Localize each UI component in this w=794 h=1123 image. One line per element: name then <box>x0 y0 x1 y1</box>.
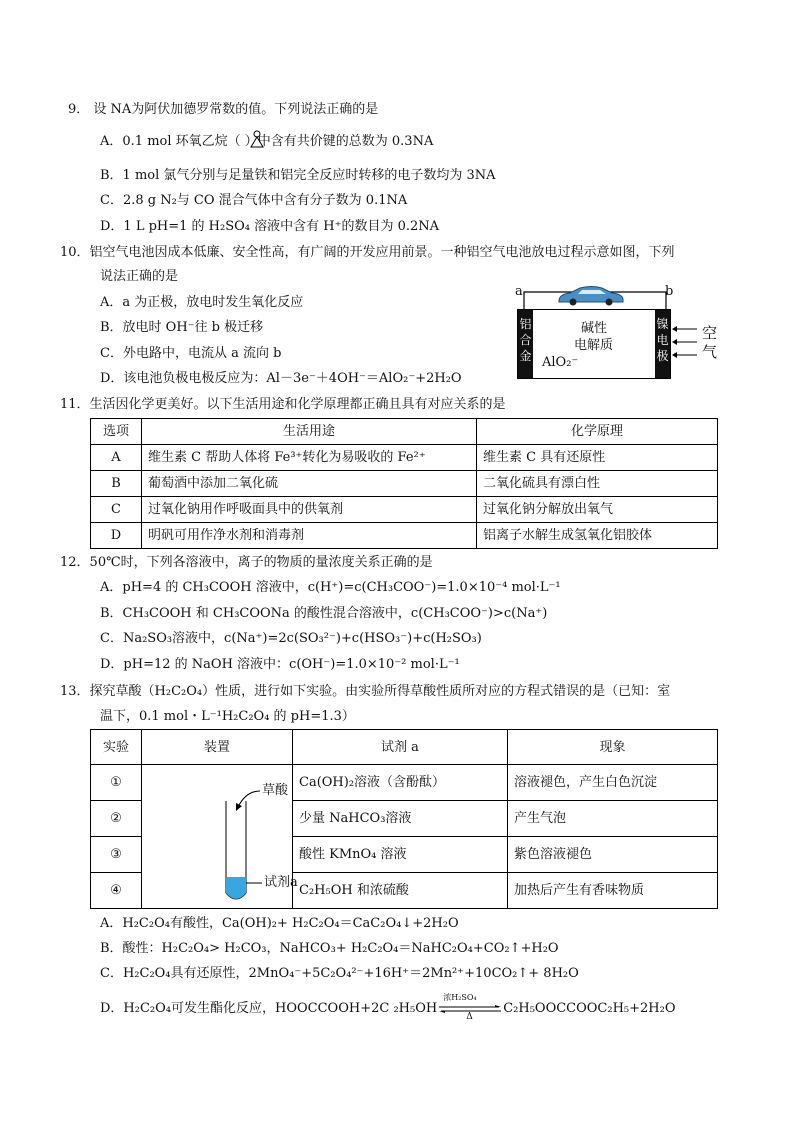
q9-option-c: C．2.8 g N₂与 CO 混合气体中含有分子数为 0.1NA <box>100 193 408 208</box>
table-cell: 酸性 KMnO₄ 溶液 <box>293 837 508 873</box>
table-cell: 葡萄酒中添加二氧化硫 <box>142 471 477 497</box>
q13-option-c: C．H₂C₂O₄具有还原性，2MnO₄⁻+5C₂O₄²⁻+16H⁺＝2Mn²⁺+10CO₂↑+ 8H₂O <box>100 966 579 981</box>
aluminum-alloy-electrode: 铝合金 <box>518 310 533 378</box>
table-cell: 溶液褪色，产生白色沉淀 <box>508 765 718 801</box>
table-cell: 紫色溶液褪色 <box>508 837 718 873</box>
table-cell: D <box>91 523 142 549</box>
q13-option-d-left: D．H₂C₂O₄可发生酯化反应，HOOCCOOH+2C ₂H₅OH <box>100 1001 438 1016</box>
q12-option-a: A．pH=4 的 CH₃COOH 溶液中，c(H⁺)=c(CH₃COO⁻)=1.0×10⁻⁴ mol·L⁻¹ <box>100 580 561 595</box>
table-cell: ③ <box>91 837 142 873</box>
table-cell: 少量 NaHCO₃溶液 <box>293 801 508 837</box>
air-inflow-arrows-icon <box>671 323 699 363</box>
q10-option-c: C．外电路中，电流从 a 流向 b <box>100 346 282 361</box>
table-cell: 明矾可用作净水剂和消毒剂 <box>142 523 477 549</box>
table-cell: C <box>91 497 142 523</box>
electrolyte-label-line2: 电解质 <box>574 338 614 353</box>
table-cell: ④ <box>91 873 142 909</box>
table-cell: ② <box>91 801 142 837</box>
q9-option-b: B．1 mol 氯气分别与足量铁和铝完全反应时转移的电子数均为 3NA <box>100 168 496 183</box>
q13-table <box>90 729 718 909</box>
q9-stem: 9． 设 NA为阿伏加德罗常数的值。下列说法正确的是 <box>68 102 379 117</box>
nickel-electrode: 镍电极 <box>655 310 670 378</box>
table-cell: 产生气泡 <box>508 801 718 837</box>
q10-option-a: A．a 为正极，放电时发生氧化反应 <box>100 295 304 310</box>
q13-option-b: B．酸性：H₂C₂O₄> H₂CO₃，NaHCO₃+ H₂C₂O₄＝NaHC₂O₄+CO₂↑+H₂O <box>100 941 559 956</box>
reagent-a-label: 试剂a <box>264 875 298 890</box>
table-cell: 维生素 C 帮助人体将 Fe³⁺转化为易吸收的 Fe²⁺ <box>142 445 477 471</box>
table-header-cell: 装置 <box>142 730 293 765</box>
q10-stem-line2: 说法正确的是 <box>100 269 179 284</box>
q13-stem-line2: 温下，0.1 mol・L⁻¹H₂C₂O₄ 的 pH=1.3） <box>100 709 355 724</box>
q12-option-c: C．Na₂SO₃溶液中，c(Na⁺)=2c(SO₃²⁻)+c(HSO₃⁻)+c(H₂SO₃) <box>100 631 482 646</box>
table-header-cell: 生活用途 <box>142 419 477 445</box>
q10-option-b: B．放电时 OH⁻往 b 极迁移 <box>100 320 264 335</box>
q10-stem-line1: 10．铝空气电池因成本低廉、安全性高，有广阔的开发应用前景。一种铝空气电池放电过程示意如图，下列 <box>60 245 675 260</box>
q12-option-d: D．pH=12 的 NaOH 溶液中：c(OH⁻)=1.0×10⁻² mol·L⁻¹ <box>100 657 460 672</box>
battery-cell <box>517 309 671 379</box>
test-tube-apparatus-cell <box>142 765 298 909</box>
table-cell: 加热后产生有香味物质 <box>508 873 718 909</box>
q9-option-d: D．1 L pH=1 的 H₂SO₄ 溶液中含有 H⁺的数目为 0.2NA <box>100 219 440 234</box>
q10-option-d: D．该电池负极电极反应为：Al－3e⁻＋4OH⁻＝AlO₂⁻+2H₂O <box>100 371 462 386</box>
table-cell: 二氧化硫具有漂白性 <box>477 471 718 497</box>
heat-symbol: Δ <box>466 1012 473 1022</box>
table-cell: ① <box>91 765 142 801</box>
q11-stem: 11．生活因化学更美好。以下生活用途和化学原理都正确且具有对应关系的是 <box>60 397 506 412</box>
table-cell: C₂H₅OH 和浓硫酸 <box>293 873 508 909</box>
table-cell: Ca(OH)₂溶液（含酚酞） <box>293 765 508 801</box>
q13-stem-line1: 13．探究草酸（H₂C₂O₄）性质，进行如下实验。由实验所得草酸性质所对应的方程式错误的是（已知：室 <box>60 684 671 699</box>
table-cell: A <box>91 445 142 471</box>
air-label-2: 气 <box>702 343 718 361</box>
q9-option-a: A．0.1 mol 环氧乙烷（ ）中含有共价键的总数为 0.3NA <box>100 134 434 149</box>
q12-stem: 12．50℃时，下列各溶液中，离子的物质的量浓度关系正确的是 <box>60 555 433 570</box>
table-row <box>91 765 718 801</box>
table-header-cell: 选项 <box>91 419 142 445</box>
q13-option-d-right: C₂H₅OOCCOOC₂H₅+2H₂O <box>503 1001 676 1016</box>
table-cell: 过氧化钠分解放出氧气 <box>477 497 718 523</box>
table-cell: B <box>91 471 142 497</box>
q13-option-d <box>100 993 676 1022</box>
table-row <box>91 471 718 497</box>
table-row <box>91 445 718 471</box>
epoxyethane-structure-icon <box>246 129 268 151</box>
air-label-1: 空 <box>702 324 718 342</box>
table-cell: 铝离子水解生成氢氧化铝胶体 <box>477 523 718 549</box>
table-header-cell: 实验 <box>91 730 142 765</box>
car-icon <box>556 284 626 306</box>
reaction-catalyst-label: 浓H₂SO₄ <box>443 993 477 1002</box>
table-header-cell: 化学原理 <box>477 419 718 445</box>
aluminate-ion-label: AlO₂⁻ <box>542 355 579 370</box>
q12-option-b: B．CH₃COOH 和 CH₃COONa 的酸性混合溶液中，c(CH₃COO⁻)>c(Na⁺) <box>100 606 548 621</box>
table-cell: 维生素 C 具有还原性 <box>477 445 718 471</box>
table-header-row <box>91 730 718 765</box>
reaction-condition-arrow <box>437 993 503 1022</box>
electrolyte-label-line1: 碱性 <box>581 321 608 336</box>
table-row <box>91 523 718 549</box>
q13-option-a: A．H₂C₂O₄有酸性，Ca(OH)₂+ H₂C₂O₄＝CaC₂O₄↓+2H₂O <box>100 916 459 931</box>
table-header-row <box>91 419 718 445</box>
table-header-cell: 现象 <box>508 730 718 765</box>
terminal-a-label: a <box>515 284 523 299</box>
table-cell: 过氧化钠用作呼吸面具中的供氧剂 <box>142 497 477 523</box>
oxalic-acid-label: 草酸 <box>262 783 289 798</box>
q11-table <box>90 418 718 549</box>
terminal-b-label: b <box>665 284 674 299</box>
table-header-cell: 试剂 a <box>293 730 508 765</box>
table-row <box>91 497 718 523</box>
